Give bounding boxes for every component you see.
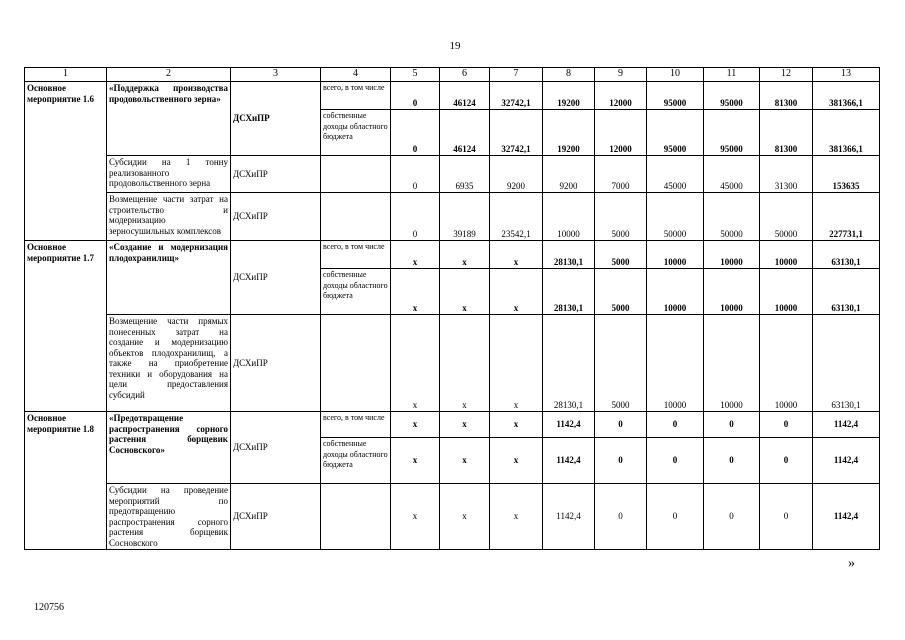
value-cell: x (490, 484, 543, 550)
value-cell: 1142,4 (813, 412, 880, 438)
document-id: 120756 (34, 602, 64, 613)
value-cell: x (490, 315, 543, 412)
responsible-cell: ДСХиПР (231, 315, 321, 412)
value-cell: 0 (647, 438, 704, 484)
value-cell: 50000 (704, 193, 760, 241)
table-row (25, 484, 880, 550)
value-cell: 5000 (595, 193, 647, 241)
value-cell: 10000 (543, 193, 595, 241)
value-cell: 81300 (760, 110, 813, 156)
value-cell: 0 (647, 484, 704, 550)
funding-type: собственные доходы областного бюджета (321, 269, 391, 315)
value-cell: 0 (704, 438, 760, 484)
value-cell: 0 (760, 412, 813, 438)
value-cell: 1142,4 (543, 484, 595, 550)
header-cell: 6 (440, 68, 490, 82)
value-cell: 28130,1 (543, 269, 595, 315)
value-cell: 1142,4 (543, 412, 595, 438)
funding-type: всего, в том числе (321, 82, 391, 110)
value-cell: 0 (704, 484, 760, 550)
header-cell: 13 (813, 68, 880, 82)
funding-type: всего, в том числе (321, 412, 391, 438)
table-row (25, 193, 880, 241)
value-cell: 95000 (647, 110, 704, 156)
header-cell: 2 (107, 68, 231, 82)
sub-measure-name: Субсидии на 1 тонну реализованного продовольственного зерна (107, 156, 231, 193)
measure-label: Основное мероприятие 1.6 (25, 82, 107, 241)
sub-measure-name: Возмещение части затрат на строительство и модернизацию зерносушильных комплексов (107, 193, 231, 241)
value-cell: 0 (760, 438, 813, 484)
value-cell: 0 (760, 484, 813, 550)
value-cell: 9200 (490, 156, 543, 193)
header-cell: 1 (25, 68, 107, 82)
measure-name: «Предотвращение распространения сорного растения борщевик Сосновского» (107, 412, 231, 484)
value-cell: x (440, 269, 490, 315)
value-cell: 10000 (760, 241, 813, 269)
value-cell: x (440, 484, 490, 550)
value-cell: 10000 (647, 315, 704, 412)
continuation-mark: » (848, 556, 855, 571)
value-cell: x (391, 269, 440, 315)
funding-type (321, 193, 391, 241)
table-row (25, 412, 880, 438)
value-cell: x (391, 438, 440, 484)
value-cell: x (490, 269, 543, 315)
value-cell: 9200 (543, 156, 595, 193)
header-cell: 3 (231, 68, 321, 82)
value-cell: 1142,4 (813, 484, 880, 550)
responsible-cell: ДСХиПР (231, 241, 321, 315)
value-cell: x (440, 241, 490, 269)
measure-label: Основное мероприятие 1.7 (25, 241, 107, 412)
value-cell: 0 (391, 110, 440, 156)
value-cell: 46124 (440, 110, 490, 156)
value-cell: 0 (391, 156, 440, 193)
value-cell: 227731,1 (813, 193, 880, 241)
table-row (25, 315, 880, 412)
value-cell: 5000 (595, 315, 647, 412)
value-cell: x (440, 438, 490, 484)
table-row (25, 241, 880, 269)
funding-type: собственные доходы областного бюджета (321, 438, 391, 484)
header-row (25, 68, 880, 82)
sub-measure-name: Субсидии на проведение мероприятий по предотвращению распространения сорного растения борщевик Сосновского (107, 484, 231, 550)
value-cell: 31300 (760, 156, 813, 193)
responsible-cell: ДСХиПР (231, 82, 321, 156)
value-cell: 50000 (647, 193, 704, 241)
value-cell: 0 (704, 412, 760, 438)
value-cell: x (490, 412, 543, 438)
value-cell: 7000 (595, 156, 647, 193)
funding-type: всего, в том числе (321, 241, 391, 269)
value-cell: 0 (595, 412, 647, 438)
value-cell: 95000 (647, 82, 704, 110)
measure-name: «Создание и модернизация плодохранилищ» (107, 241, 231, 315)
value-cell: x (490, 438, 543, 484)
value-cell: x (490, 241, 543, 269)
value-cell: 381366,1 (813, 82, 880, 110)
value-cell: 5000 (595, 241, 647, 269)
value-cell: 95000 (704, 82, 760, 110)
value-cell: 39189 (440, 193, 490, 241)
value-cell: 28130,1 (543, 241, 595, 269)
responsible-cell: ДСХиПР (231, 412, 321, 484)
value-cell: 95000 (704, 110, 760, 156)
responsible-cell: ДСХиПР (231, 484, 321, 550)
header-cell: 11 (704, 68, 760, 82)
header-cell: 10 (647, 68, 704, 82)
value-cell: 10000 (760, 269, 813, 315)
value-cell: x (391, 241, 440, 269)
value-cell: 1142,4 (543, 438, 595, 484)
value-cell: 23542,1 (490, 193, 543, 241)
value-cell: 1142,4 (813, 438, 880, 484)
funding-type (321, 484, 391, 550)
responsible-cell: ДСХиПР (231, 193, 321, 241)
measure-name: «Поддержка производства продовольственного зерна» (107, 82, 231, 156)
funding-type: собственные доходы областного бюджета (321, 110, 391, 156)
header-cell: 4 (321, 68, 391, 82)
header-cell: 5 (391, 68, 440, 82)
value-cell: 153635 (813, 156, 880, 193)
page-number: 19 (449, 40, 461, 52)
value-cell: 45000 (647, 156, 704, 193)
responsible-cell: ДСХиПР (231, 156, 321, 193)
measure-label: Основное мероприятие 1.8 (25, 412, 107, 550)
value-cell: 10000 (704, 269, 760, 315)
value-cell: 32742,1 (490, 110, 543, 156)
value-cell: 10000 (647, 269, 704, 315)
table-row (25, 82, 880, 110)
value-cell: 50000 (760, 193, 813, 241)
value-cell: x (391, 412, 440, 438)
value-cell: 12000 (595, 110, 647, 156)
value-cell: 0 (595, 484, 647, 550)
value-cell: 0 (391, 193, 440, 241)
value-cell: 32742,1 (490, 82, 543, 110)
value-cell: 63130,1 (813, 315, 880, 412)
sub-measure-name: Возмещение части прямых понесенных затрат на создание и модернизацию объектов плодохранилищ, а также на приобретение техники и оборудования на цели предоставления субсидий (107, 315, 231, 412)
value-cell: 0 (595, 438, 647, 484)
value-cell: 10000 (647, 241, 704, 269)
value-cell: 381366,1 (813, 110, 880, 156)
value-cell: 0 (391, 82, 440, 110)
value-cell: 6935 (440, 156, 490, 193)
value-cell: 5000 (595, 269, 647, 315)
value-cell: 10000 (760, 315, 813, 412)
value-cell: x (391, 315, 440, 412)
value-cell: 45000 (704, 156, 760, 193)
value-cell: 28130,1 (543, 315, 595, 412)
funding-type (321, 156, 391, 193)
value-cell: 12000 (595, 82, 647, 110)
value-cell: 46124 (440, 82, 490, 110)
header-cell: 7 (490, 68, 543, 82)
value-cell: 19200 (543, 110, 595, 156)
value-cell: 63130,1 (813, 241, 880, 269)
value-cell: 81300 (760, 82, 813, 110)
header-cell: 9 (595, 68, 647, 82)
value-cell: 0 (647, 412, 704, 438)
budget-table (24, 67, 880, 550)
value-cell: 63130,1 (813, 269, 880, 315)
table-row (25, 156, 880, 193)
value-cell: 10000 (704, 241, 760, 269)
funding-type (321, 315, 391, 412)
value-cell: x (440, 412, 490, 438)
value-cell: 10000 (704, 315, 760, 412)
header-cell: 12 (760, 68, 813, 82)
value-cell: x (440, 315, 490, 412)
header-cell: 8 (543, 68, 595, 82)
value-cell: x (391, 484, 440, 550)
value-cell: 19200 (543, 82, 595, 110)
